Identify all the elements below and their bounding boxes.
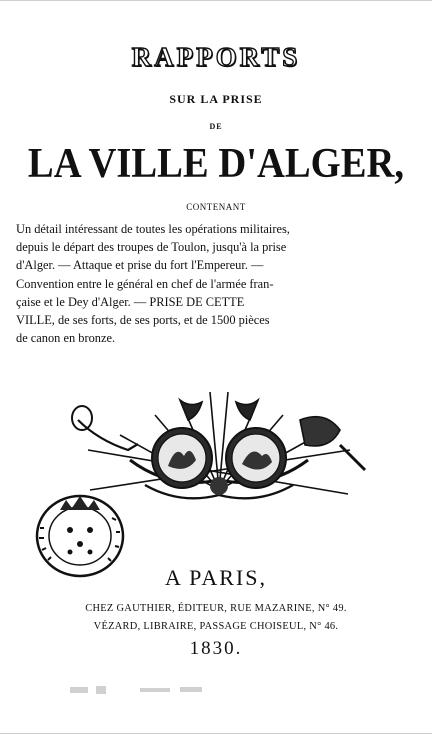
description-line: Un détail intéressant de toutes les opérations militaires,	[16, 222, 290, 236]
top-edge	[0, 0, 432, 1]
description-line: VILLE, de ses forts, de ses ports, et de 1500 pièces	[16, 313, 270, 328]
description-line: çaise et le Dey d'Alger. — PRISE DE CETTE	[16, 294, 245, 309]
bleed-through-mark	[70, 683, 220, 697]
bottom-edge	[0, 733, 432, 734]
contenant-label: CONTENANT	[186, 202, 246, 212]
description-line: Convention entre le général en chef de l'armée fran-	[16, 276, 274, 291]
publisher-line-1: CHEZ GAUTHIER, ÉDITEUR, RUE MAZARINE, N° 49.	[85, 603, 347, 614]
main-title: LA VILLE D'ALGER,	[27, 141, 405, 187]
publisher-line-2: VÉZARD, LIBRAIRE, PASSAGE CHOISEUL, N° 46.	[93, 621, 339, 632]
title-sur-la-prise: SUR LA PRISE	[169, 92, 263, 106]
description-line: de canon en bronze.	[16, 331, 116, 346]
description-block	[16, 220, 416, 347]
publication-year: 1830.	[189, 638, 243, 659]
title-rapports: RAPPORTS	[131, 42, 301, 72]
title-de: DE	[209, 122, 223, 131]
description-line: depuis le départ des troupes de Toulon, jusqu'à la prise	[16, 240, 287, 255]
place-of-publication: A PARIS,	[164, 565, 267, 590]
description-line: d'Alger. — Attaque et prise du fort l'Empereur. —	[16, 258, 264, 273]
